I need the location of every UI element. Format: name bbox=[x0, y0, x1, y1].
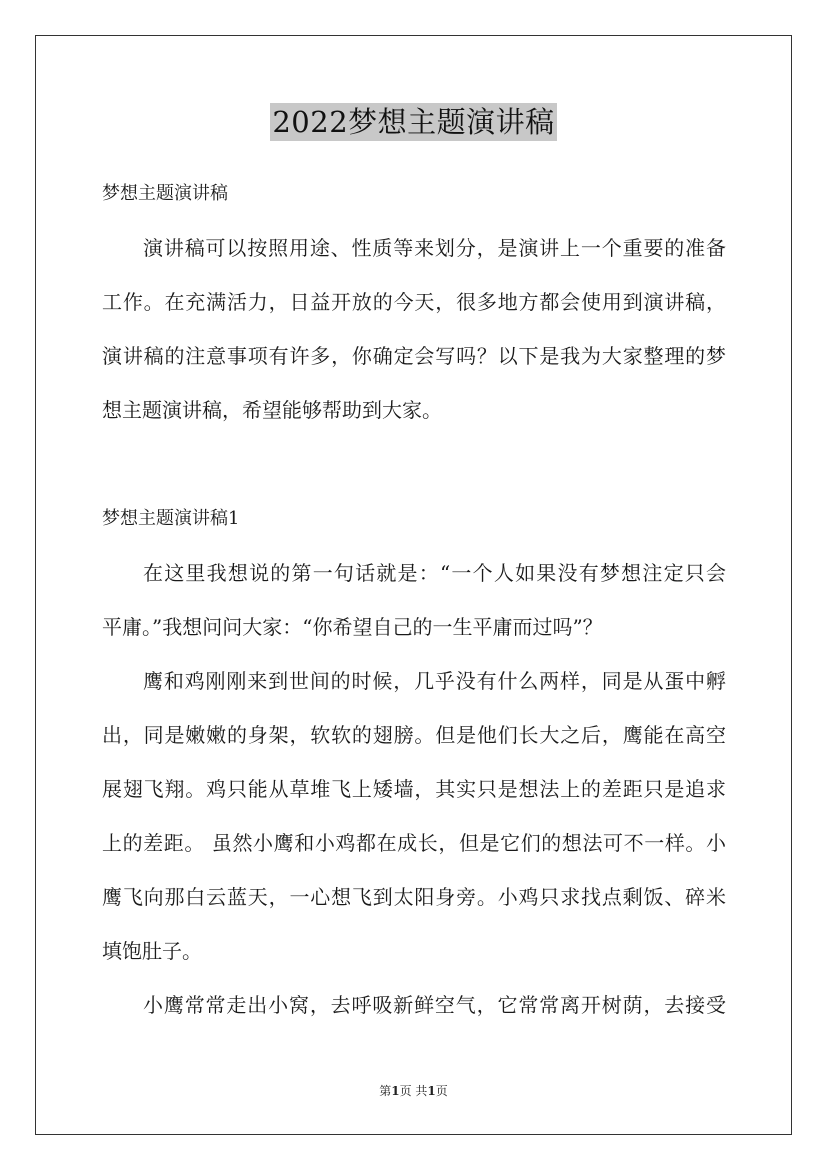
para2-line-2: 出，同是嫩嫩的身架，软软的翅膀。但是他们长大之后，鹰能在高空 bbox=[102, 723, 726, 747]
page-footer bbox=[0, 1083, 827, 1099]
document-title: 2022梦想主题演讲稿 bbox=[272, 105, 555, 139]
intro-line-4: 想主题演讲稿，希望能够帮助到大家。 bbox=[102, 398, 442, 422]
footer-page-current: 1 bbox=[391, 1084, 400, 1098]
footer-suffix: 页 bbox=[435, 1084, 448, 1098]
para3-line-1: 小鹰常常走出小窝，去呼吸新鲜空气，它常常离开树荫，去接受 bbox=[143, 993, 726, 1017]
para2-line-4: 上的差距。 虽然小鹰和小鸡都在成长，但是它们的想法可不一样。小 bbox=[102, 831, 726, 855]
footer-page-total: 1 bbox=[427, 1084, 436, 1098]
para2-line-1: 鹰和鸡刚刚来到世间的时候，几乎没有什么两样，同是从蛋中孵 bbox=[143, 669, 726, 693]
footer-mid: 页 共 bbox=[399, 1084, 428, 1098]
document-subtitle: 梦想主题演讲稿 bbox=[102, 183, 228, 204]
footer-prefix: 第 bbox=[379, 1084, 392, 1098]
para2-line-5: 鹰飞向那白云蓝天，一心想飞到太阳身旁。小鸡只求找点剩饭、碎米 bbox=[102, 885, 726, 909]
section-heading: 梦想主题演讲稿1 bbox=[102, 508, 240, 529]
intro-line-2: 工作。在充满活力，日益开放的今天，很多地方都会使用到演讲稿， bbox=[102, 290, 726, 314]
para1-line-1: 在这里我想说的第一句话就是：“一个人如果没有梦想注定只会 bbox=[143, 561, 726, 585]
title-container bbox=[0, 103, 827, 141]
intro-line-3: 演讲稿的注意事项有许多，你确定会写吗？以下是我为大家整理的梦 bbox=[102, 344, 726, 368]
intro-line-1: 演讲稿可以按照用途、性质等来划分，是演讲上一个重要的准备 bbox=[143, 236, 726, 260]
para2-line-6: 填饱肚子。 bbox=[102, 939, 202, 963]
para2-line-3: 展翅飞翔。鸡只能从草堆飞上矮墙，其实只是想法上的差距只是追求 bbox=[102, 777, 726, 801]
para1-line-2: 平庸。”我想问问大家：“你希望自己的一生平庸而过吗”？ bbox=[102, 615, 603, 639]
